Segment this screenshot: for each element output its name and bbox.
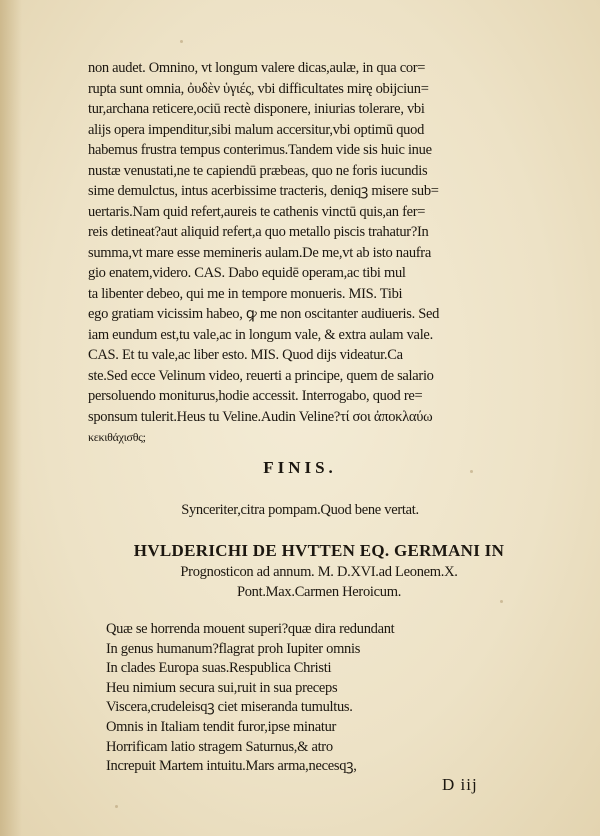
text-line: sime demulctus, intus acerbissime tracteris, deniqꝫ misere sub= <box>88 183 439 199</box>
text-line: tur,archana reticere,ociū rectè disponere, iniurias tolerare, vbi <box>88 101 425 117</box>
text-line: CAS. Et tu vale,ac liber esto. MIS. Quod dijs videatur.Ca <box>88 347 403 363</box>
signature-mark: D iij <box>442 775 478 794</box>
text-line: non audet. Omnino, vt longum valere dicas,aulæ, in qua cor= <box>88 60 426 76</box>
greek-text-line: κεκιθάχισθς; <box>88 430 146 444</box>
poem-title-line: Prognosticon ad annum. M. D.XVI.ad Leonem.X. <box>180 564 458 580</box>
text-line: ste.Sed ecce Velinum video, reuerti a principe, quem de salario <box>88 367 434 384</box>
page-edge-shadow <box>0 0 22 836</box>
verse-line: Heu nimium secura sui,ruit in sua preceps <box>106 679 338 696</box>
text-line: sponsum tulerit.Heus tu Veline.Audin Veline?τί σοι ἀποκλαύω <box>88 408 433 425</box>
verse-line: In clades Europa suas.Respublica Christi <box>106 660 332 677</box>
closing-motto: Synceriter,citra pompam.Quod bene vertat. <box>181 502 419 518</box>
poem-title-line: Pont.Max.Carmen Heroicum. <box>236 584 402 600</box>
text-line: ego gratiam vicissim habeo, ꝙ me non oscitanter audiueris. Sed <box>88 306 440 322</box>
verse-line: Viscera,crudeleisqꝫ ciet miseranda tumultus. <box>106 699 353 716</box>
verse-line: In genus humanum?flagrat proh Iupiter omnis <box>106 640 361 657</box>
text-line: nustæ venustati,ne te capiendū præbeas, quo ne foris iucundis <box>88 162 428 179</box>
verse-line: Horrificam latio stragem Saturnus,& atro <box>106 738 333 755</box>
text-line: gio enatem,videro. CAS. Dabo equidē operam,ac tibi mul <box>88 265 406 281</box>
verse-line: Omnis in Italiam tendit furor,ipse minatur <box>106 718 337 735</box>
text-line: habemus frustra tempus conterimus.Tandem vide sis huic inue <box>88 142 432 158</box>
poem-title-line: HVLDERICHI DE HVTTEN EQ. GERMANI IN <box>133 541 505 560</box>
verse-line: Increpuit Martem intuitu.Mars arma,necesqꝫ, <box>106 758 357 775</box>
text-line: persoluendo moniturus,hodie accessit. Interrogabo, quod re= <box>88 388 423 404</box>
text-line: rupta sunt omnia, ὀυδὲν ὑγιές, vbi difficultates mirę obijciun= <box>88 80 429 97</box>
dialogue-text <box>88 58 550 448</box>
text-line: reis detineat?aut aliquid refert,a quo metallo piscis trahatur?In <box>88 224 429 240</box>
poem-verses <box>106 620 526 777</box>
text-line: ta libenter debeo, qui me in tempore monueris. MIS. Tibi <box>88 285 403 302</box>
paper-speck <box>115 805 118 808</box>
text-line: summa,vt mare esse memineris aulam.De me,vt ab isto naufra <box>88 244 431 261</box>
paper-speck <box>180 40 183 43</box>
text-line: uertaris.Nam quid refert,aureis te cathenis vinctū quis,an fer= <box>88 203 426 220</box>
text-line: alijs opera impenditur,sibi malum accersitur,vbi optimū quod <box>88 121 425 138</box>
finis-heading: FINIS. <box>263 458 337 477</box>
paper-speck <box>500 600 503 603</box>
text-line: iam eundum est,tu vale,ac in longum vale, & extra aulam vale. <box>88 326 433 343</box>
poem-title <box>88 540 550 602</box>
verse-line: Quæ se horrenda mouent superi?quæ dira redundant <box>106 621 395 637</box>
paper-speck <box>470 470 473 473</box>
